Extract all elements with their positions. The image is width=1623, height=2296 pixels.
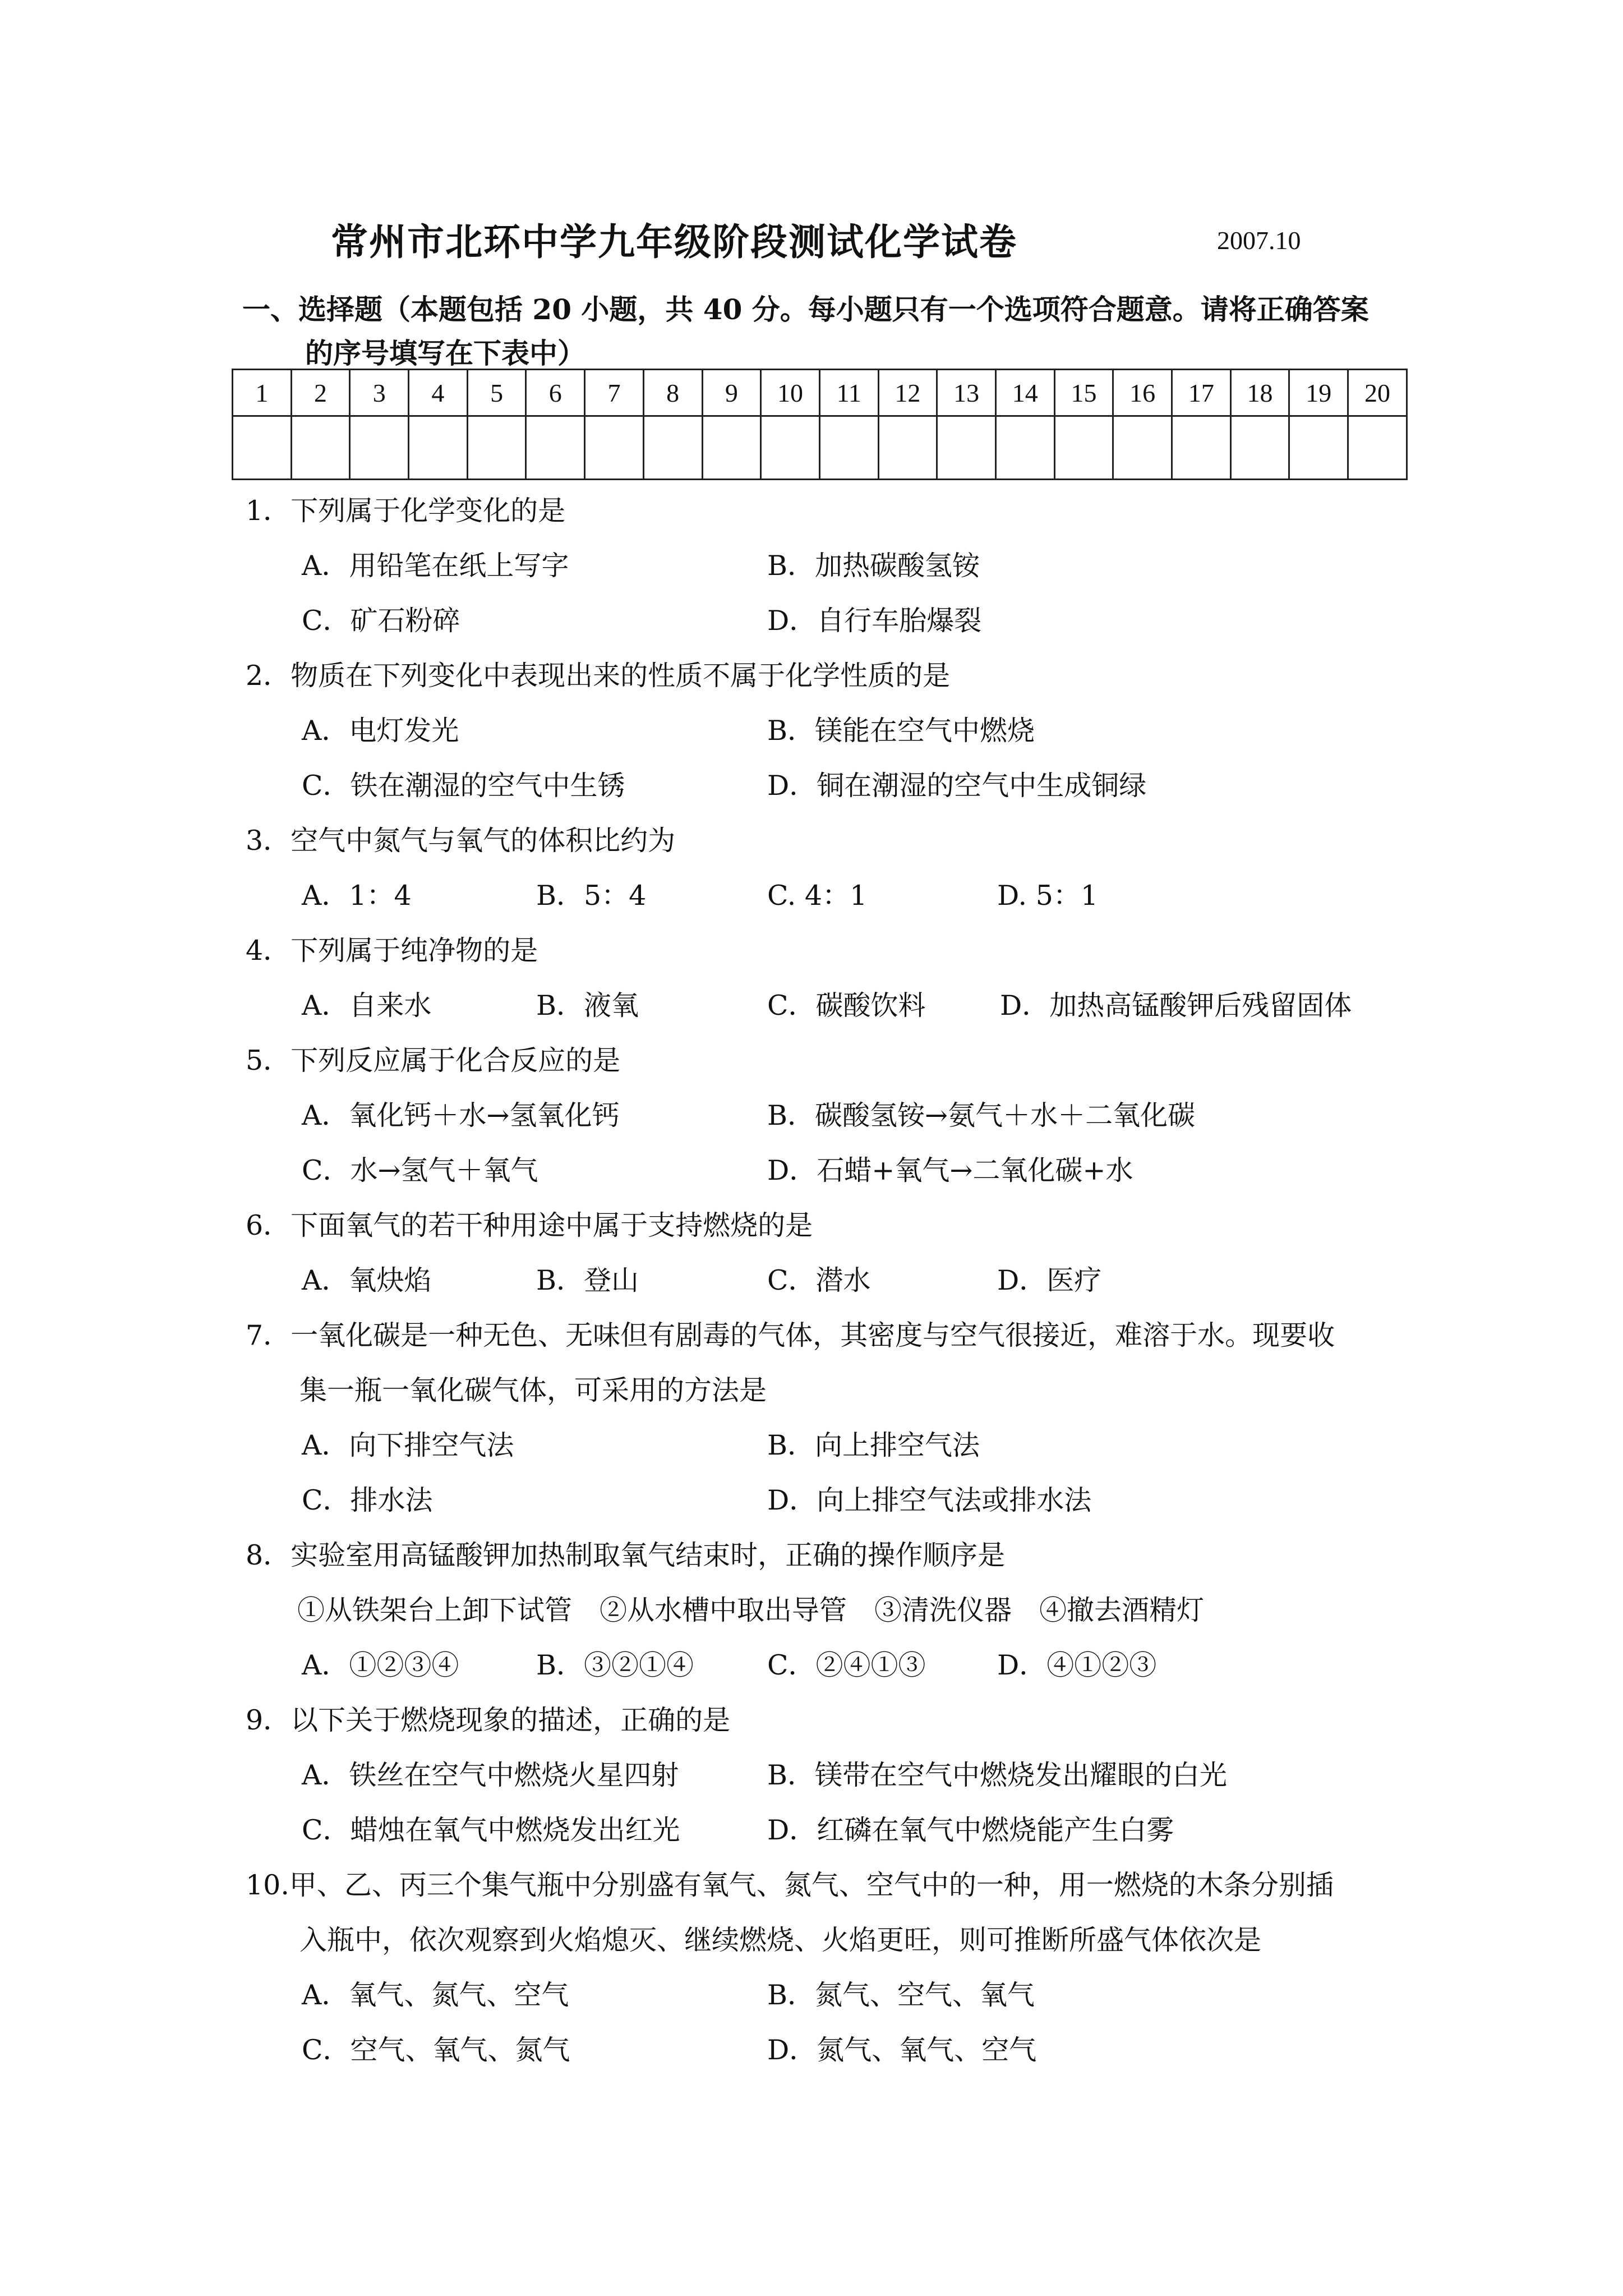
answer-input-cell[interactable]	[585, 416, 644, 480]
question-stem: 集一瓶一氧化碳气体，可采用的方法是	[299, 1374, 767, 1406]
question-stem: 5．下列反应属于化合反应的是	[246, 1045, 621, 1076]
answer-input-cell[interactable]	[233, 416, 292, 480]
option-row	[246, 1143, 1412, 1198]
question-stem: 入瓶中，依次观察到火焰熄灭、继续燃烧、火焰更旺，则可推断所盛气体依次是	[299, 1924, 1262, 1956]
option-b: B．碳酸氢铵→氨气＋水＋二氧化碳	[767, 1099, 1196, 1131]
option-c: C. 4：1	[767, 880, 868, 912]
answer-number-cell: 19	[1289, 370, 1348, 416]
option-c: C．水→氢气＋氧气	[302, 1154, 538, 1186]
answer-input-cell[interactable]	[1172, 416, 1231, 480]
option-row	[246, 1088, 1412, 1143]
answer-number-cell: 1	[233, 370, 292, 416]
option-d: D．铜在潮湿的空气中生成铜绿	[767, 770, 1147, 802]
question-list	[246, 484, 1412, 2078]
option-a: A．铁丝在空气中燃烧火星四射	[302, 1759, 679, 1791]
option-d: D．④①②③	[997, 1649, 1157, 1681]
option-row	[246, 1968, 1412, 2023]
answer-number-cell: 17	[1172, 370, 1231, 416]
question-item	[246, 923, 1412, 1033]
answer-input-cell[interactable]	[291, 416, 350, 480]
option-b: B．镁能在空气中燃烧	[767, 715, 1035, 747]
option-c: C．蜡烛在氧气中燃烧发出红光	[302, 1814, 680, 1846]
question-stem: 10.甲、乙、丙三个集气瓶中分别盛有氧气、氮气、空气中的一种，用一燃烧的木条分别插	[246, 1869, 1334, 1901]
question-item	[246, 813, 1412, 923]
answer-number-cell: 7	[585, 370, 644, 416]
option-row	[246, 703, 1412, 758]
title-row	[0, 212, 1623, 274]
answer-input-cell[interactable]	[819, 416, 878, 480]
option-a: A．向下排空气法	[302, 1429, 514, 1461]
answer-number-cell: 8	[643, 370, 702, 416]
answer-number-cell: 18	[1230, 370, 1289, 416]
section-heading-line2: 的序号填写在下表中）	[305, 337, 585, 370]
option-c: C．空气、氧气、氮气	[302, 2034, 570, 2066]
option-row	[246, 593, 1412, 648]
option-c: C．潜水	[767, 1264, 871, 1296]
question-stem: 2．物质在下列变化中表现出来的性质不属于化学性质的是	[246, 660, 951, 692]
option-b: B．向上排空气法	[767, 1429, 980, 1461]
answer-number-cell: 10	[761, 370, 820, 416]
answer-input-cell[interactable]	[1348, 416, 1407, 480]
option-row	[246, 868, 1412, 923]
option-b: B．5：4	[536, 880, 647, 912]
question-stem: 4．下列属于纯净物的是	[246, 935, 538, 967]
answer-number-cell: 2	[291, 370, 350, 416]
option-b: B．镁带在空气中燃烧发出耀眼的白光	[767, 1759, 1228, 1791]
option-row	[246, 978, 1412, 1033]
question-stem: 1．下列属于化学变化的是	[246, 495, 566, 527]
question-stem: 3．空气中氮气与氧气的体积比约为	[246, 825, 676, 857]
answer-input-cell[interactable]	[643, 416, 702, 480]
option-c: C．铁在潮湿的空气中生锈	[302, 770, 625, 802]
question-item	[246, 648, 1412, 813]
option-a: A．1：4	[302, 880, 412, 912]
answer-number-cell: 20	[1348, 370, 1407, 416]
option-b: B．登山	[536, 1264, 639, 1296]
option-row	[246, 2023, 1412, 2078]
answer-table	[232, 369, 1408, 480]
question-stem: 6．下面氧气的若干种用途中属于支持燃烧的是	[246, 1209, 813, 1241]
option-c: C．矿石粉碎	[302, 605, 460, 637]
question-stem: 7．一氧化碳是一种无色、无味但有剧毒的气体，其密度与空气很接近，难溶于水。现要收	[246, 1319, 1335, 1351]
option-b: B．加热碳酸氢铵	[767, 550, 980, 582]
option-b: B．③②①④	[536, 1649, 694, 1681]
option-d: D. 5：1	[997, 880, 1099, 912]
option-a: A．电灯发光	[302, 715, 459, 747]
question-steps: ①从铁架台上卸下试管 ②从水槽中取出导管 ③清洗仪器 ④撤去酒精灯	[297, 1594, 1205, 1626]
option-c: C．②④①③	[767, 1649, 926, 1681]
answer-input-cell[interactable]	[995, 416, 1054, 480]
answer-input-cell[interactable]	[409, 416, 468, 480]
option-d: D．氮气、氧气、空气	[767, 2034, 1037, 2066]
answer-input-cell[interactable]	[467, 416, 526, 480]
option-row	[246, 1418, 1412, 1473]
option-b: B．液氧	[536, 990, 639, 1022]
answer-input-cell[interactable]	[878, 416, 937, 480]
answer-number-cell: 3	[350, 370, 409, 416]
option-d: D．自行车胎爆裂	[767, 605, 982, 637]
answer-number-cell: 9	[702, 370, 761, 416]
question-item	[246, 1033, 1412, 1198]
answer-number-cell: 12	[878, 370, 937, 416]
answer-input-cell[interactable]	[702, 416, 761, 480]
option-a: A．自来水	[302, 990, 432, 1022]
answer-input-cell[interactable]	[350, 416, 409, 480]
option-a: A．用铅笔在纸上写字	[302, 550, 569, 582]
option-row	[246, 1748, 1412, 1803]
question-item	[246, 1528, 1412, 1693]
answer-input-cell[interactable]	[1230, 416, 1289, 480]
answer-input-cell[interactable]	[1054, 416, 1113, 480]
answer-input-cell[interactable]	[761, 416, 820, 480]
option-d: D．医疗	[997, 1264, 1102, 1296]
option-a: A．氧化钙＋水→氢氧化钙	[302, 1099, 620, 1131]
answer-input-cell[interactable]	[1289, 416, 1348, 480]
question-stem: 9．以下关于燃烧现象的描述，正确的是	[246, 1704, 731, 1736]
answer-blank-row	[233, 416, 1407, 480]
option-d: D．加热高锰酸钾后残留固体	[1000, 990, 1352, 1022]
option-row	[246, 539, 1412, 593]
answer-number-row	[233, 370, 1407, 416]
option-a: A．①②③④	[302, 1649, 459, 1681]
question-item	[246, 484, 1412, 648]
option-d: D．向上排空气法或排水法	[767, 1484, 1092, 1516]
answer-number-cell: 6	[526, 370, 585, 416]
option-c: C．碳酸饮料	[767, 990, 926, 1022]
section-heading	[242, 288, 1409, 375]
question-stem: 8．实验室用高锰酸钾加热制取氧气结束时，正确的操作顺序是	[246, 1539, 1006, 1571]
option-d: D．红磷在氧气中燃烧能产生白雾	[767, 1814, 1174, 1846]
exam-date: 2007.10	[1217, 226, 1301, 255]
option-row	[246, 1473, 1412, 1528]
answer-number-cell: 14	[995, 370, 1054, 416]
option-a: A．氧炔焰	[302, 1264, 432, 1296]
question-item	[246, 1858, 1412, 2078]
option-row	[246, 1638, 1412, 1693]
answer-number-cell: 4	[409, 370, 468, 416]
section-heading-line1: 一、选择题（本题包括 20 小题，共 40 分。每小题只有一个选项符合题意。请将正确答案	[242, 293, 1369, 326]
question-item	[246, 1198, 1412, 1308]
option-d: D．石蜡+氧气→二氧化碳+水	[767, 1154, 1133, 1186]
option-c: C．排水法	[302, 1484, 433, 1516]
question-item	[246, 1693, 1412, 1858]
answer-number-cell: 15	[1054, 370, 1113, 416]
answer-input-cell[interactable]	[937, 416, 996, 480]
answer-number-cell: 13	[937, 370, 996, 416]
answer-number-cell: 16	[1113, 370, 1172, 416]
option-row	[246, 1803, 1412, 1858]
option-b: B．氮气、空气、氧气	[767, 1979, 1035, 2011]
answer-number-cell: 5	[467, 370, 526, 416]
option-row	[246, 1253, 1412, 1308]
answer-input-cell[interactable]	[1113, 416, 1172, 480]
question-item	[246, 1308, 1412, 1528]
option-row	[246, 758, 1412, 813]
page-title: 常州市北环中学九年级阶段测试化学试卷	[331, 220, 1017, 264]
option-a: A．氧气、氮气、空气	[302, 1979, 569, 2011]
answer-number-cell: 11	[819, 370, 878, 416]
answer-input-cell[interactable]	[526, 416, 585, 480]
